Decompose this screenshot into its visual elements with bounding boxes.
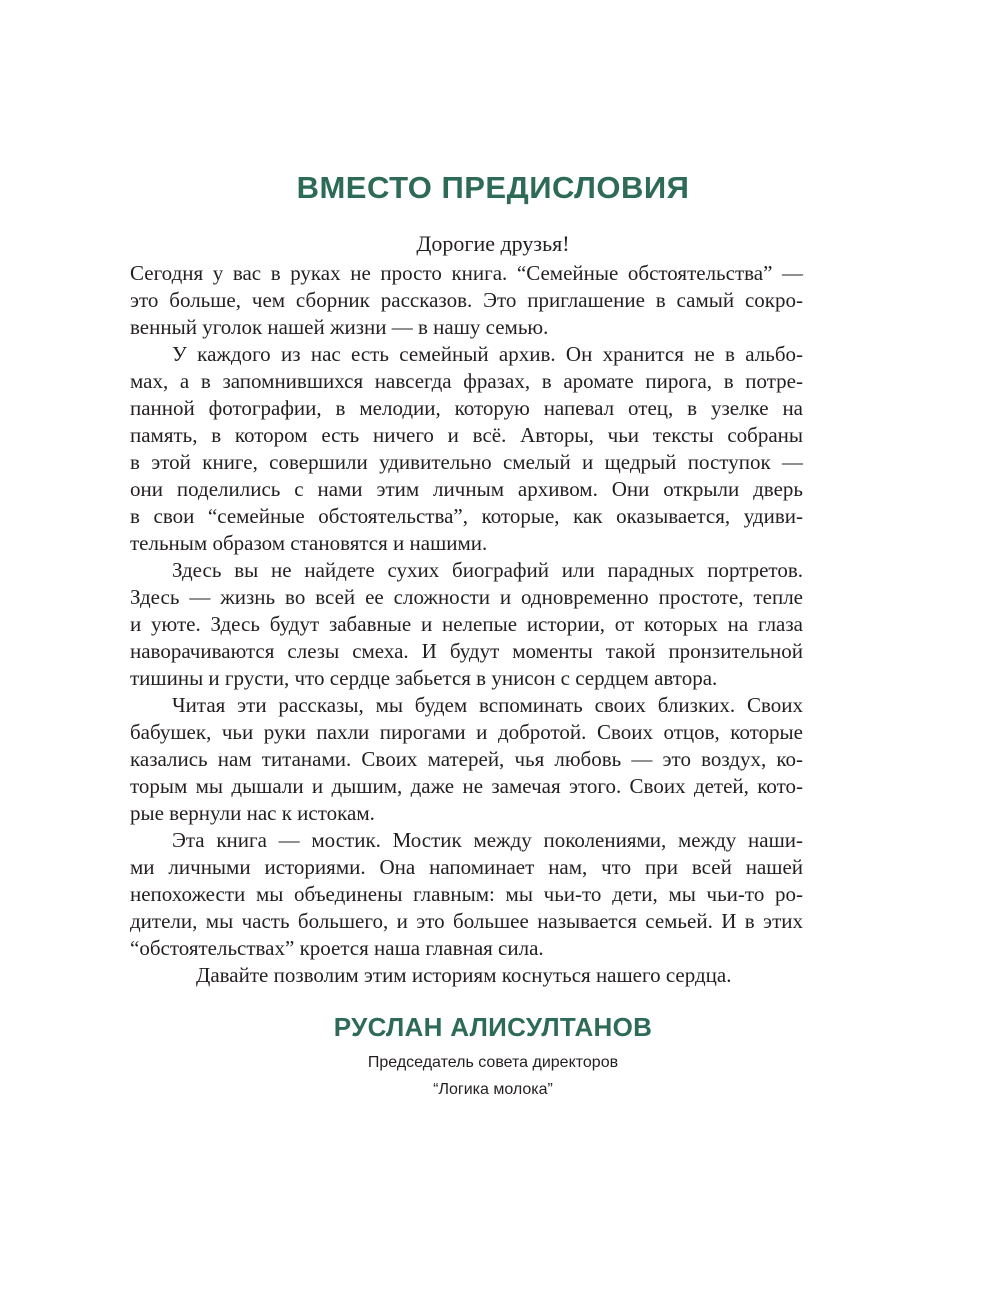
text-line: торым мы дышали и дышим, даже не замечая этого. Своих детей, кото-: [130, 774, 803, 798]
text-line: Читая эти рассказы, мы будем вспоминать своих близких. Своих: [172, 693, 803, 717]
text-line: Здесь вы не найдете сухих биографий или парадных портретов.: [172, 558, 803, 582]
author-name: РУСЛАН АЛИСУЛТАНОВ: [333, 1012, 653, 1042]
text-line: непохожести мы объединены главным: мы чьи-то дети, мы чьи-то ро-: [130, 882, 803, 906]
text-line: мах, а в запомнившихся навсегда фразах, в аромате пирога, в потре-: [130, 369, 803, 393]
text-line: ми личными историями. Она напоминает нам, что при всей нашей: [130, 855, 803, 879]
text-line: в этой книге, совершили удивительно смелый и щедрый поступок —: [130, 450, 803, 474]
text-line: Сегодня у вас в руках не просто книга. “Семейные обстоятельства” —: [130, 261, 803, 285]
text-line: наворачиваются слезы смеха. И будут моменты такой пронзительной: [130, 639, 803, 663]
text-line: казались нам титанами. Своих матерей, чья любовь — это воздух, ко-: [130, 747, 803, 771]
text-line: тельным образом становятся и нашими.: [130, 531, 488, 555]
greeting: Дорогие друзья!: [416, 231, 570, 256]
text-line: это больше, чем сборник рассказов. Это приглашение в самый сокро-: [130, 288, 803, 312]
closing-line: Давайте позволим этим историям коснуться нашего сердца.: [196, 963, 732, 987]
text-line: они поделились с нами этим личным архивом. Они открыли дверь: [130, 477, 803, 501]
page-title: ВМЕСТО ПРЕДИСЛОВИЯ: [296, 170, 690, 205]
text-line: тишины и грусти, что сердце забьется в унисон с сердцем автора.: [130, 666, 718, 690]
text-line: Здесь — жизнь во всей ее сложности и одновременно простоте, тепле: [130, 585, 803, 609]
author-position: Председатель совета директоров: [367, 1054, 619, 1071]
text-line: бабушек, чьи руки пахли пирогами и добротой. Своих отцов, которые: [130, 720, 803, 744]
text-line: дители, мы часть большего, и это большее называется семьей. И в этих: [130, 909, 803, 933]
text-line: память, в котором есть ничего и всё. Авторы, чьи тексты собраны: [130, 423, 803, 447]
text-line: и уюте. Здесь будут забавные и нелепые истории, от которых на глаза: [130, 612, 803, 636]
author-company: “Логика молока”: [433, 1081, 553, 1098]
text-line: Эта книга — мостик. Мостик между поколениями, между наши-: [172, 828, 803, 852]
foreword-body: [130, 260, 803, 989]
text-line: рые вернули нас к истокам.: [130, 801, 375, 825]
text-line: венный уголок нашей жизни — в нашу семью.: [130, 315, 549, 339]
text-line: панной фотографии, в мелодии, которую напевал отец, в узелке на: [130, 396, 803, 420]
text-line: в свои “семейные обстоятельства”, которые, как оказывается, удиви-: [130, 504, 803, 528]
text-line: “обстоятельствах” кроется наша главная сила.: [130, 936, 544, 960]
author-signature: [0, 1049, 986, 1103]
text-line: У каждого из нас есть семейный архив. Он хранится не в альбо-: [172, 342, 803, 366]
